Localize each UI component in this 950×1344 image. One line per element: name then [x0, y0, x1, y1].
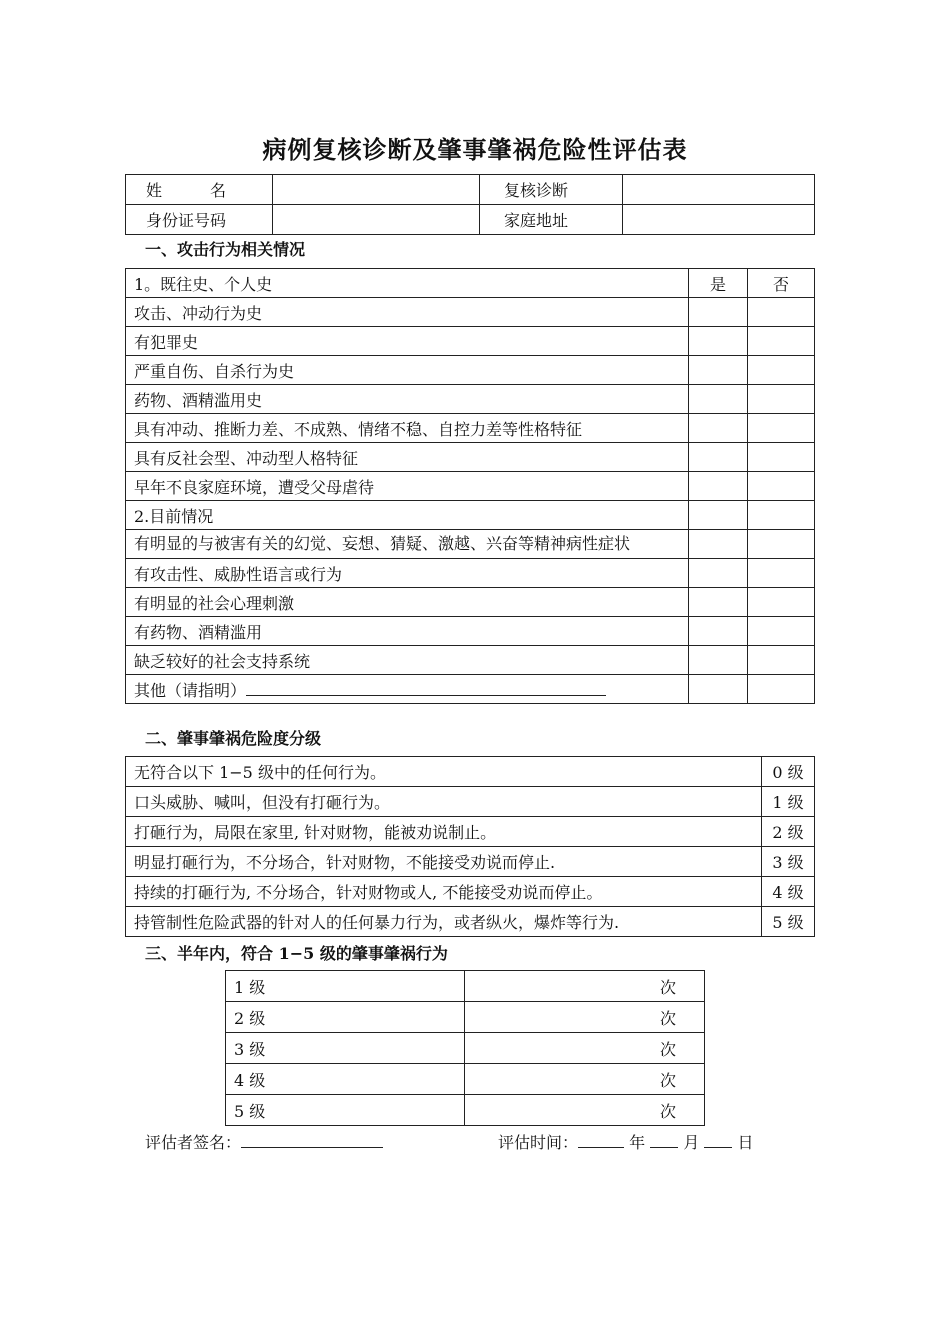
other-label: 其他（请指明）	[134, 680, 247, 700]
yes-checkbox[interactable]	[689, 559, 748, 588]
month-line[interactable]	[650, 1133, 678, 1148]
grade-description: 无符合以下 1−5 级中的任何行为。	[126, 757, 762, 787]
history-item-label: 具有反社会型、冲动型人格特征	[126, 443, 689, 472]
no-checkbox[interactable]	[748, 501, 815, 530]
incident-level-label: 5 级	[226, 1095, 465, 1126]
incident-level-label: 3 级	[226, 1033, 465, 1064]
grade-row	[126, 907, 815, 937]
history-row	[126, 559, 815, 588]
grade-level: 4 级	[762, 877, 815, 907]
day-label: 日	[737, 1133, 754, 1152]
grade-level: 5 级	[762, 907, 815, 937]
grade-level: 0 级	[762, 757, 815, 787]
history-row	[126, 472, 815, 501]
year-label: 年	[629, 1133, 646, 1152]
yes-checkbox[interactable]	[689, 530, 748, 559]
patient-info-table	[125, 174, 815, 235]
history-row	[126, 530, 815, 559]
no-checkbox[interactable]	[748, 298, 815, 327]
day-line[interactable]	[704, 1133, 732, 1148]
yes-checkbox[interactable]	[689, 298, 748, 327]
grade-level: 1 级	[762, 787, 815, 817]
grade-row	[126, 847, 815, 877]
history-row	[126, 414, 815, 443]
incident-count-field[interactable]: 次	[465, 1064, 705, 1095]
history-row	[126, 617, 815, 646]
history-row-other	[126, 675, 815, 704]
no-checkbox[interactable]	[748, 356, 815, 385]
grade-description: 打砸行为，局限在家里, 针对财物，能被劝说制止。	[126, 817, 762, 847]
no-checkbox[interactable]	[748, 385, 815, 414]
assessor-signature	[145, 1130, 383, 1153]
incident-count-field[interactable]: 次	[465, 1033, 705, 1064]
history-item-label: 有明显的与被害有关的幻觉、妄想、猜疑、激越、兴奋等精神病性症状	[126, 530, 689, 559]
incident-count-row	[226, 971, 705, 1002]
grade-level: 2 级	[762, 817, 815, 847]
year-line[interactable]	[578, 1133, 624, 1148]
history-row	[126, 327, 815, 356]
no-checkbox[interactable]	[748, 530, 815, 559]
yes-checkbox[interactable]	[689, 501, 748, 530]
history-item-label: 缺乏较好的社会支持系统	[126, 646, 689, 675]
section3-heading: 三、半年内，符合 1−5 级的肇事肇祸行为	[145, 944, 448, 963]
yes-header: 是	[689, 269, 748, 298]
id-label: 身份证号码	[126, 205, 273, 235]
name-label: 姓 名	[126, 175, 273, 205]
incident-level-label: 2 级	[226, 1002, 465, 1033]
no-checkbox[interactable]	[748, 443, 815, 472]
assessor-label: 评估者签名：	[145, 1133, 242, 1152]
incident-count-row	[226, 1095, 705, 1126]
no-checkbox[interactable]	[748, 646, 815, 675]
grade-row	[126, 817, 815, 847]
grade-description: 持管制性危险武器的针对人的任何暴力行为，或者纵火，爆炸等行为.	[126, 907, 762, 937]
address-label: 家庭地址	[480, 205, 623, 235]
yes-checkbox[interactable]	[689, 472, 748, 501]
history-table	[125, 268, 815, 704]
incident-count-field[interactable]: 次	[465, 1002, 705, 1033]
no-checkbox[interactable]	[748, 327, 815, 356]
month-label: 月	[683, 1133, 700, 1152]
incident-level-label: 1 级	[226, 971, 465, 1002]
yes-checkbox[interactable]	[689, 443, 748, 472]
yes-checkbox[interactable]	[689, 414, 748, 443]
yes-checkbox[interactable]	[689, 385, 748, 414]
yes-checkbox[interactable]	[689, 675, 748, 704]
grade-row	[126, 757, 815, 787]
yes-checkbox[interactable]	[689, 617, 748, 646]
history-item-label: 攻击、冲动行为史	[126, 298, 689, 327]
history-item-label: 药物、酒精滥用史	[126, 385, 689, 414]
yes-checkbox[interactable]	[689, 356, 748, 385]
history-row	[126, 356, 815, 385]
history-item-label: 有攻击性、威胁性语言或行为	[126, 559, 689, 588]
history-item-label: 早年不良家庭环境，遭受父母虐待	[126, 472, 689, 501]
incident-level-label: 4 级	[226, 1064, 465, 1095]
diagnosis-label: 复核诊断	[480, 175, 623, 205]
incident-count-field[interactable]: 次	[465, 971, 705, 1002]
incident-count-field[interactable]: 次	[465, 1095, 705, 1126]
yes-checkbox[interactable]	[689, 588, 748, 617]
incident-count-row	[226, 1002, 705, 1033]
history-item-label: 2.目前情况	[126, 501, 689, 530]
history-row	[126, 443, 815, 472]
history-row	[126, 501, 815, 530]
no-checkbox[interactable]	[748, 414, 815, 443]
grade-level: 3 级	[762, 847, 815, 877]
diagnosis-field[interactable]	[623, 175, 815, 205]
name-field[interactable]	[273, 175, 480, 205]
incident-count-table	[225, 970, 705, 1126]
grade-description: 口头威胁、喊叫，但没有打砸行为。	[126, 787, 762, 817]
other-cell	[126, 675, 689, 704]
grade-row	[126, 877, 815, 907]
no-checkbox[interactable]	[748, 617, 815, 646]
history-row	[126, 298, 815, 327]
incident-count-row	[226, 1064, 705, 1095]
history-item-label: 有药物、酒精滥用	[126, 617, 689, 646]
risk-grade-table	[125, 756, 815, 937]
history-item-label: 严重自伤、自杀行为史	[126, 356, 689, 385]
no-checkbox[interactable]	[748, 472, 815, 501]
incident-count-row	[226, 1033, 705, 1064]
grade-row	[126, 787, 815, 817]
assessor-signature-line[interactable]	[241, 1133, 383, 1148]
form-title: 病例复核诊断及肇事肇祸危险性评估表	[262, 135, 688, 164]
grade-description: 明显打砸行为，不分场合，针对财物，不能接受劝说而停止.	[126, 847, 762, 877]
other-specify-line[interactable]	[246, 681, 606, 696]
history-row	[126, 588, 815, 617]
history-item-label: 有犯罪史	[126, 327, 689, 356]
no-checkbox[interactable]	[748, 675, 815, 704]
no-checkbox[interactable]	[748, 559, 815, 588]
no-header: 否	[748, 269, 815, 298]
history-item-label: 具有冲动、推断力差、不成熟、情绪不稳、自控力差等性格特征	[126, 414, 689, 443]
time-label: 评估时间：	[498, 1133, 579, 1152]
yes-checkbox[interactable]	[689, 327, 748, 356]
history-row	[126, 385, 815, 414]
history-header-label: 1。既往史、个人史	[126, 269, 689, 298]
grade-description: 持续的打砸行为, 不分场合，针对财物或人, 不能接受劝说而停止。	[126, 877, 762, 907]
yes-checkbox[interactable]	[689, 646, 748, 675]
address-field[interactable]	[623, 205, 815, 235]
section2-heading: 二、肇事肇祸危险度分级	[145, 729, 322, 748]
history-row	[126, 646, 815, 675]
section1-heading: 一、攻击行为相关情况	[145, 240, 306, 259]
history-item-label: 有明显的社会心理刺激	[126, 588, 689, 617]
no-checkbox[interactable]	[748, 588, 815, 617]
assessment-date	[498, 1130, 754, 1153]
id-field[interactable]	[273, 205, 480, 235]
